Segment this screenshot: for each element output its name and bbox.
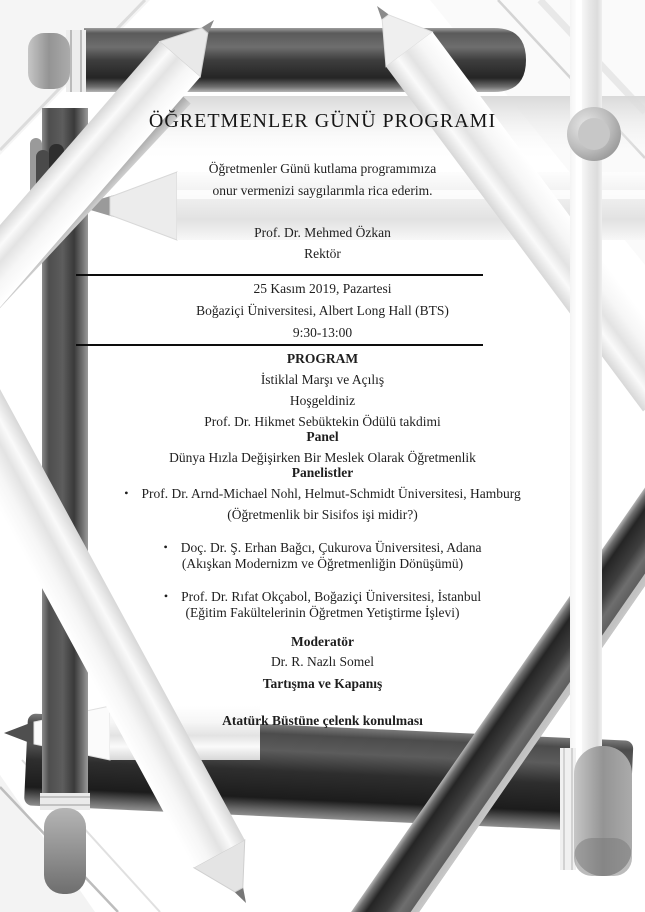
invitation-line-1: Öğretmenler Günü kutlama programımıza — [208, 161, 437, 176]
bullet-icon: • — [163, 540, 168, 554]
event-date: 25 Kasım 2019, Pazartesi — [253, 281, 392, 296]
program-item-3: Prof. Dr. Hikmet Sebüktekin Ödülü takdimi — [204, 414, 441, 429]
panelist-1-topic: (Öğretmenlik bir Sisifos işi midir?) — [227, 507, 418, 522]
closing-line: Tartışma ve Kapanış — [262, 676, 383, 691]
moderator-name: Dr. R. Nazlı Somel — [270, 654, 375, 669]
program-heading: PROGRAM — [286, 351, 359, 366]
panel-title: Dünya Hızla Değişirken Bir Meslek Olarak Öğretmenlik — [169, 450, 476, 465]
event-venue: Boğaziçi Üniversitesi, Albert Long Hall (BTS) — [196, 303, 449, 318]
host-name: Prof. Dr. Mehmed Özkan — [254, 225, 391, 240]
panelist-3-name-text: Prof. Dr. Rıfat Okçabol, Boğaziçi Üniversitesi, İstanbul — [181, 589, 482, 604]
panelist-1-name — [0, 485, 645, 503]
program-item-1: İstiklal Marşı ve Açılış — [260, 372, 385, 387]
invitation-line-2: onur vermenizi saygılarımla rica ederim. — [212, 183, 433, 198]
bullet-icon: • — [124, 486, 129, 500]
bullet-icon: • — [163, 589, 169, 603]
divider-program — [76, 344, 483, 346]
page-title: ÖĞRETMENLER GÜNÜ PROGRAMI — [148, 110, 497, 132]
program-item-2: Hoşgeldiniz — [289, 393, 356, 408]
event-time: 9:30-13:00 — [292, 325, 353, 340]
wreath-line: Atatürk Büstüne çelenk konulması — [222, 713, 423, 728]
panelist-2-topic: (Akışkan Modernizm ve Öğretmenliğin Dönüşümü) — [181, 556, 464, 571]
panelist-3-topic: (Eğitim Fakültelerinin Öğretmen Yetiştirme İşlevi) — [185, 605, 460, 620]
panel-heading: Panel — [306, 429, 339, 444]
panelist-2-name-text: Doç. Dr. Ş. Erhan Bağcı, Çukurova Üniversitesi, Adana — [180, 540, 482, 555]
panelists-heading: Panelistler — [291, 465, 354, 480]
divider-top — [76, 274, 483, 276]
host-title: Rektör — [304, 246, 341, 261]
panelist-1-name-text: Prof. Dr. Arnd-Michael Nohl, Helmut-Schmidt Üniversitesi, Hamburg — [141, 486, 521, 501]
moderator-heading: Moderatör — [291, 634, 354, 649]
